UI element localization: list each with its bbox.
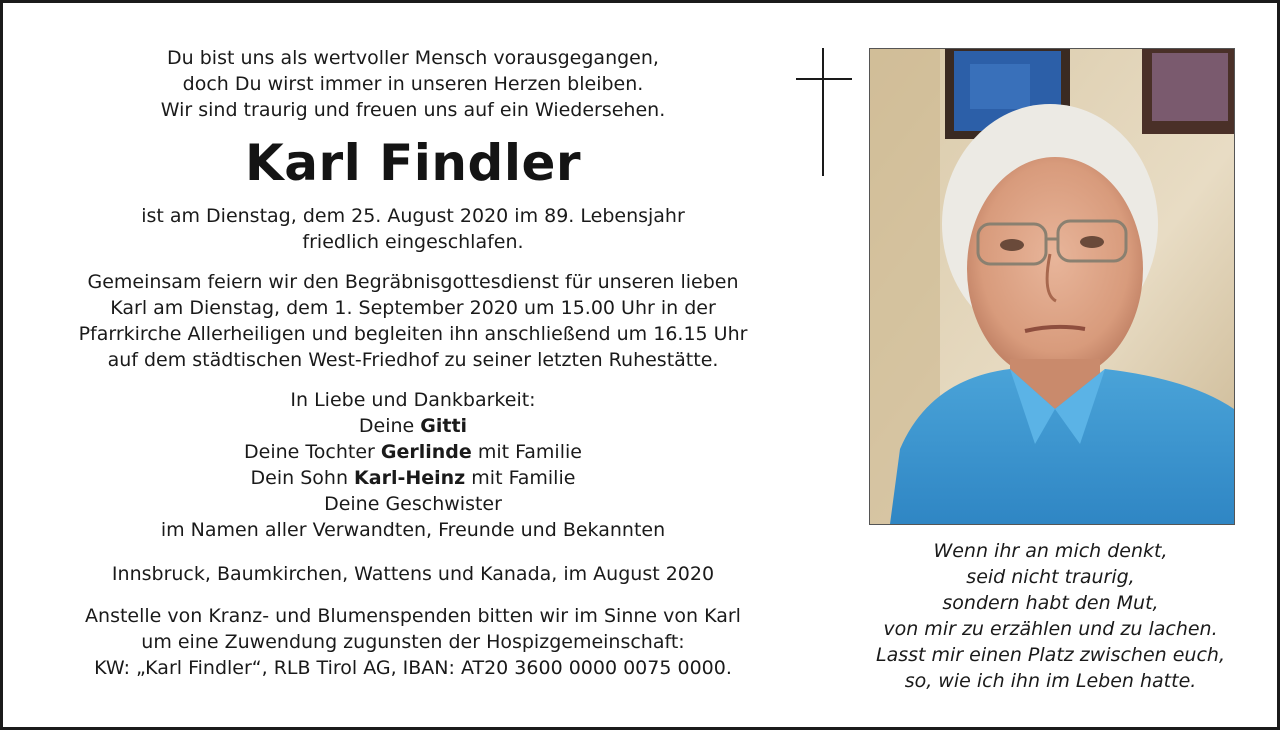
service-line: Karl am Dienstag, dem 1. September 2020 um 15.00 Uhr in der bbox=[110, 297, 716, 319]
quote-line: Wenn ihr an mich denkt, bbox=[933, 540, 1168, 562]
quote-line: so, wie ich ihn im Leben hatte. bbox=[904, 670, 1197, 692]
mourner-name: Gerlinde bbox=[380, 441, 472, 463]
mourner-suffix: mit Familie bbox=[471, 441, 582, 463]
mourner-daughter bbox=[33, 439, 793, 465]
deceased-name: Karl Findler bbox=[244, 134, 582, 192]
mourner-wife bbox=[33, 413, 793, 439]
mourner-name: Karl-Heinz bbox=[354, 467, 466, 489]
death-notice bbox=[33, 203, 793, 255]
verse-line: Du bist uns als wertvoller Mensch vorausgegangen, bbox=[167, 47, 659, 69]
verse-line: doch Du wirst immer in unseren Herzen bleiben. bbox=[182, 73, 644, 95]
quote-line: Lasst mir einen Platz zwischen euch, bbox=[876, 644, 1225, 666]
donation-line: Anstelle von Kranz- und Blumenspenden bitten wir im Sinne von Karl bbox=[85, 605, 741, 627]
service-line: Gemeinsam feiern wir den Begräbnisgottesdienst für unseren lieben bbox=[87, 271, 739, 293]
place-date: Innsbruck, Baumkirchen, Wattens und Kanada, im August 2020 bbox=[111, 563, 715, 585]
mourner-siblings: Deine Geschwister bbox=[324, 493, 502, 515]
notice-line: ist am Dienstag, dem 25. August 2020 im 89. Lebensjahr bbox=[141, 205, 685, 227]
donation-line: KW: „Karl Findler“, RLB Tirol AG, IBAN: AT20 3600 0000 0075 0000. bbox=[94, 657, 732, 679]
closing-quote bbox=[843, 538, 1258, 694]
notice-line: friedlich eingeschlafen. bbox=[302, 231, 524, 253]
obituary-text bbox=[33, 45, 793, 681]
donation-request bbox=[33, 603, 793, 681]
service-line: auf dem städtischen West-Friedhof zu seiner letzten Ruhestätte. bbox=[107, 349, 719, 371]
verse-line: Wir sind traurig und freuen uns auf ein Wiedersehen. bbox=[160, 99, 666, 121]
quote-line: von mir zu erzählen und zu lachen. bbox=[883, 618, 1218, 640]
opening-verse bbox=[33, 45, 793, 123]
mourner-son bbox=[33, 465, 793, 491]
mourner-suffix: mit Familie bbox=[465, 467, 576, 489]
service-line: Pfarrkirche Allerheiligen und begleiten ihn anschließend um 16.15 Uhr bbox=[78, 323, 748, 345]
portrait-illustration bbox=[870, 49, 1234, 524]
cross-icon bbox=[796, 48, 852, 176]
portrait-photo bbox=[869, 48, 1235, 525]
mourner-prefix: Deine Tochter bbox=[244, 441, 381, 463]
mourner-prefix: Dein Sohn bbox=[250, 467, 355, 489]
funeral-service bbox=[33, 269, 793, 373]
cross-horizontal-bar bbox=[796, 78, 852, 80]
mourners-intro: In Liebe und Dankbarkeit: bbox=[290, 389, 536, 411]
quote-line: sondern habt den Mut, bbox=[942, 592, 1159, 614]
quote-line: seid nicht traurig, bbox=[966, 566, 1135, 588]
cross-vertical-bar bbox=[822, 48, 824, 176]
mourners-list bbox=[33, 387, 793, 543]
donation-line: um eine Zuwendung zugunsten der Hospizgemeinschaft: bbox=[141, 631, 685, 653]
mourner-others: im Namen aller Verwandten, Freunde und Bekannten bbox=[160, 519, 666, 541]
mourner-prefix: Deine bbox=[358, 415, 421, 437]
mourner-name: Gitti bbox=[420, 415, 468, 437]
